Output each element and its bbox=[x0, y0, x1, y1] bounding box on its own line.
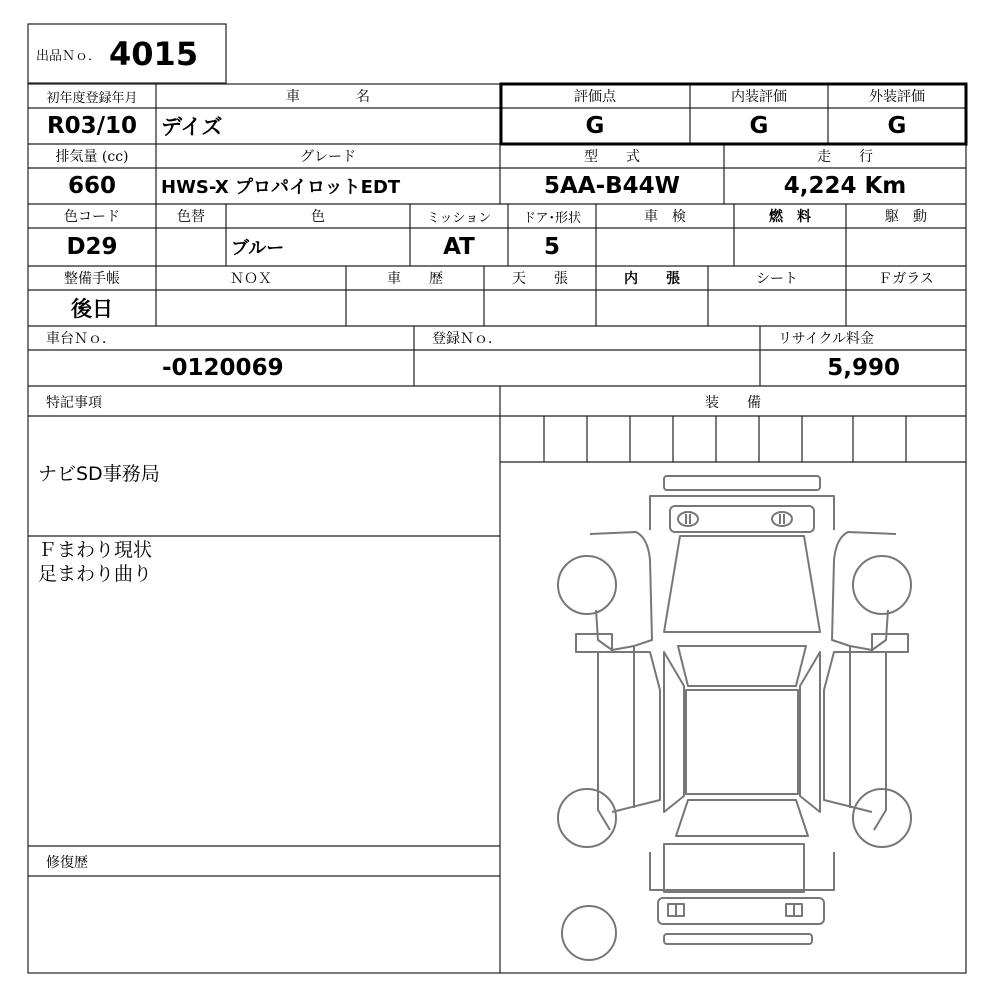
model-label: 型 式 bbox=[584, 149, 640, 165]
mission-value: AT bbox=[443, 234, 475, 260]
special-note-1: ナビSD事務局 bbox=[38, 463, 160, 485]
equipment-label: 装 備 bbox=[705, 395, 761, 411]
car-name-label: 車 名 bbox=[286, 89, 370, 105]
color-code-label: 色コード bbox=[64, 209, 120, 225]
registration-number-value bbox=[414, 350, 760, 386]
first-registration-label: 初年度登録年月 bbox=[46, 90, 138, 106]
color-code-value: D29 bbox=[66, 234, 118, 260]
inspection-label: 車 検 bbox=[644, 209, 686, 225]
grade-label: グレード bbox=[300, 149, 356, 165]
maintenance-label: 整備手帳 bbox=[64, 271, 120, 287]
exterior-rating-label: 外装評価 bbox=[869, 89, 925, 105]
displacement-label: 排気量 (cc) bbox=[55, 149, 129, 165]
grade-value: HWS-X プロパイロットEDT bbox=[161, 177, 401, 198]
repaint-value bbox=[156, 228, 226, 266]
score-value: G bbox=[585, 113, 605, 139]
score-label: 評価点 bbox=[574, 89, 616, 105]
drive-label: 駆 動 bbox=[885, 209, 927, 225]
mileage-label: 走 行 bbox=[817, 149, 873, 165]
car-name-value: デイズ bbox=[161, 115, 223, 139]
seat-label: シート bbox=[756, 271, 798, 287]
mileage-value: 4,224 Km bbox=[783, 173, 907, 199]
interior-rating-label: 内装評価 bbox=[731, 89, 787, 105]
listing-number-label: 出品Ｎｏ． bbox=[36, 48, 102, 64]
doors-label: ドア･形状 bbox=[522, 210, 582, 226]
doors-value: 5 bbox=[544, 234, 561, 260]
registration-number-label: 登録Ｎｏ． bbox=[432, 331, 502, 347]
recycle-fee-value: 5,990 bbox=[827, 355, 900, 381]
color-label: 色 bbox=[311, 209, 325, 225]
displacement-value: 660 bbox=[67, 173, 116, 199]
listing-box bbox=[36, 28, 224, 80]
listing-number: 4015 bbox=[109, 35, 199, 73]
mission-label: ミッション bbox=[426, 210, 492, 226]
interior-rating-value: G bbox=[749, 113, 769, 139]
nox-label: ＮＯＸ bbox=[230, 271, 272, 287]
sunroof-label: 天 張 bbox=[512, 271, 568, 287]
fuel-value bbox=[734, 228, 846, 266]
maintenance-value: 後日 bbox=[71, 297, 113, 321]
exterior-rating-value: G bbox=[887, 113, 907, 139]
chassis-number-label: 車台Ｎｏ． bbox=[46, 331, 116, 347]
repaint-label: 色替 bbox=[177, 209, 205, 225]
inspection-value bbox=[596, 228, 734, 266]
recycle-fee-label: リサイクル料金 bbox=[778, 331, 875, 347]
repair-history-label: 修復歴 bbox=[46, 855, 88, 871]
first-registration-value: R03/10 bbox=[46, 113, 138, 139]
fuel-label: 燃 料 bbox=[769, 209, 811, 225]
history-label: 車 歴 bbox=[387, 271, 443, 287]
special-notes-label: 特記事項 bbox=[46, 395, 102, 411]
model-value: 5AA-B44W bbox=[543, 173, 681, 199]
drive-value bbox=[846, 228, 966, 266]
color-value: ブルー bbox=[231, 238, 285, 259]
chassis-number-value: -0120069 bbox=[162, 355, 284, 381]
front-glass-label: Ｆガラス bbox=[878, 271, 934, 287]
special-note-2: Ｆまわり現状 足まわり曲り bbox=[38, 539, 153, 585]
interior-trim-label: 内 張 bbox=[624, 271, 680, 287]
